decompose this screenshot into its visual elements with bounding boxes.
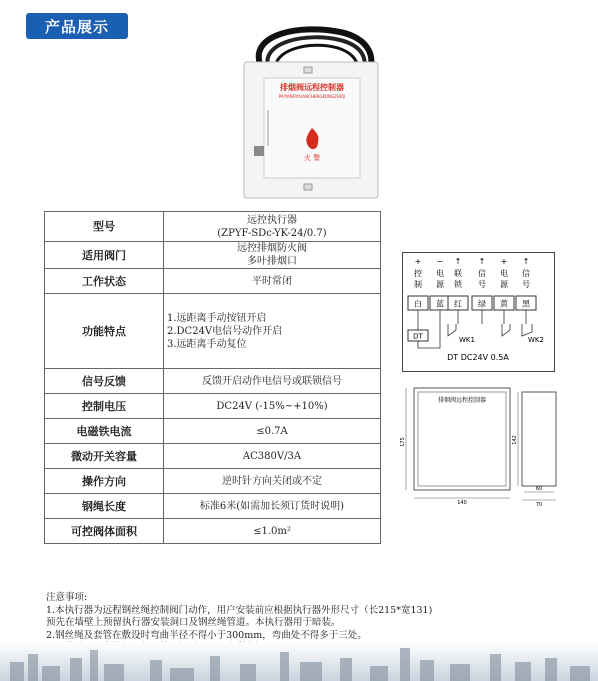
city-skyline-image: [0, 642, 598, 681]
wire-sign: +: [500, 257, 508, 266]
product-photo: [240, 24, 380, 200]
spec-value: [164, 294, 381, 369]
spec-label: 控制电压: [45, 394, 164, 419]
spec-value-line: ≤0.7A: [256, 425, 288, 437]
spec-value-line: 逆时针方向关闭或不定: [222, 475, 322, 487]
spec-row: [45, 269, 381, 294]
wire-sign: ↑: [454, 257, 462, 266]
spec-value: [164, 469, 381, 494]
wire-color: 绿: [478, 299, 486, 309]
spec-row: [45, 394, 381, 419]
front-label: 排烟阀远程控制器: [437, 397, 487, 404]
wire-color: 黄: [500, 299, 508, 309]
spec-value-line: 反馈开启动作电信号或联锁信号: [202, 375, 342, 387]
spec-value-line: DC24V (-15%~+10%): [216, 400, 328, 412]
spec-label: 操作方向: [45, 469, 164, 494]
wire-sign: ↑: [522, 257, 530, 266]
wiring-caption: DT DC24V 0.5A: [447, 353, 509, 362]
fire-label: 火 警: [303, 154, 321, 162]
spec-label: 型号: [45, 212, 164, 242]
wk2-label: WK2: [528, 336, 544, 344]
wire-function: 锁: [454, 280, 462, 289]
dimension-drawing: [394, 378, 564, 506]
wire-function: 号: [478, 280, 486, 289]
spec-label: 电磁铁电流: [45, 419, 164, 444]
spec-label: 信号反馈: [45, 369, 164, 394]
spec-value-line: 远控执行器: [247, 214, 297, 226]
spec-value-line: 3.远距离手动复位: [167, 338, 247, 350]
dim-width: 140: [457, 500, 467, 506]
wire-function: 电: [436, 269, 444, 278]
spec-label: 可控阀体面积: [45, 519, 164, 544]
panel-subtitle: PAIYANFAYUANCHENGKONGZHIQI: [278, 94, 346, 99]
wire-function: 信: [478, 269, 486, 278]
wire-color: 蓝: [436, 299, 444, 309]
spec-value: [164, 269, 381, 294]
spec-value-line: 标准6米(如需加长须订货时说明): [199, 500, 345, 512]
spec-row: [45, 369, 381, 394]
spec-label: 功能特点: [45, 294, 164, 369]
spec-value-line: ≤1.0m²: [253, 525, 291, 537]
wire-color: 黑: [522, 299, 530, 309]
spec-label: 适用阀门: [45, 242, 164, 269]
spec-value: [164, 494, 381, 519]
spec-value-line: 1.远距离手动按钮开启: [167, 312, 267, 324]
spec-value-line: 多叶排烟口: [247, 256, 297, 267]
spec-value: [164, 419, 381, 444]
wire-function: 制: [414, 280, 422, 289]
panel-title: 排烟阀远程控制器: [280, 83, 344, 92]
wire-function: 信: [522, 269, 530, 278]
wire-function: 号: [522, 280, 530, 289]
wire-sign: +: [414, 257, 422, 266]
spec-value: [164, 394, 381, 419]
spec-value: [164, 212, 381, 242]
spec-value-line: 2.DC24V电信号动作开启: [167, 325, 283, 337]
notes-line: 预先在墙壁上预留执行器安装洞口及钢丝绳管道。本执行器用于暗装。: [46, 617, 341, 628]
spec-value-line: 远控排烟防火阀: [237, 243, 307, 254]
wire-function: 电: [500, 269, 508, 278]
notes-line: 1.本执行器为远程钢丝绳控制阀门动作，用户安装前应根据执行器外形尺寸（长215*宽131): [46, 604, 433, 616]
spec-value-line: (ZPYF-SDc-YK-24/0.7): [217, 227, 327, 239]
spec-value: [164, 242, 381, 269]
spec-row: [45, 444, 381, 469]
wiring-diagram: [402, 252, 555, 372]
wire-color: 红: [454, 299, 462, 309]
wire-sign: ↑: [478, 257, 486, 266]
section-title: 产品展示: [26, 13, 128, 39]
dt-label: DT: [413, 332, 423, 341]
spec-row: [45, 519, 381, 544]
spec-value: [164, 519, 381, 544]
spec-row: [45, 494, 381, 519]
spec-value-line: 平时常闭: [252, 275, 292, 287]
wire-function: 联: [454, 269, 462, 278]
spec-row: [45, 294, 381, 369]
notes-title: 注意事项:: [46, 592, 88, 603]
spec-label: 钢绳长度: [45, 494, 164, 519]
dim-height: 175: [400, 437, 406, 447]
spec-row: [45, 242, 381, 269]
spec-label: 工作状态: [45, 269, 164, 294]
wire-function: 源: [436, 280, 444, 289]
spec-row: [45, 469, 381, 494]
wire-function: 源: [500, 280, 508, 289]
notes-line: 2.钢丝绳及套管在敷设时弯曲半径不得小于300mm，弯曲处不得多于三处。: [46, 629, 367, 641]
dim-side-w1: 60: [535, 486, 543, 492]
spec-row: [45, 212, 381, 242]
wk1-label: WK1: [459, 336, 475, 344]
wire-sign: −: [436, 257, 444, 266]
wire-function: 控: [414, 269, 422, 278]
wire-color: 白: [414, 299, 422, 309]
spec-table: [44, 211, 381, 544]
spec-value-line: AC380V/3A: [242, 450, 302, 462]
dim-side-height: 142: [512, 435, 518, 445]
spec-label: 微动开关容量: [45, 444, 164, 469]
spec-row: [45, 419, 381, 444]
spec-value: [164, 444, 381, 469]
dim-side-w2: 70: [535, 502, 543, 506]
spec-value: [164, 369, 381, 394]
